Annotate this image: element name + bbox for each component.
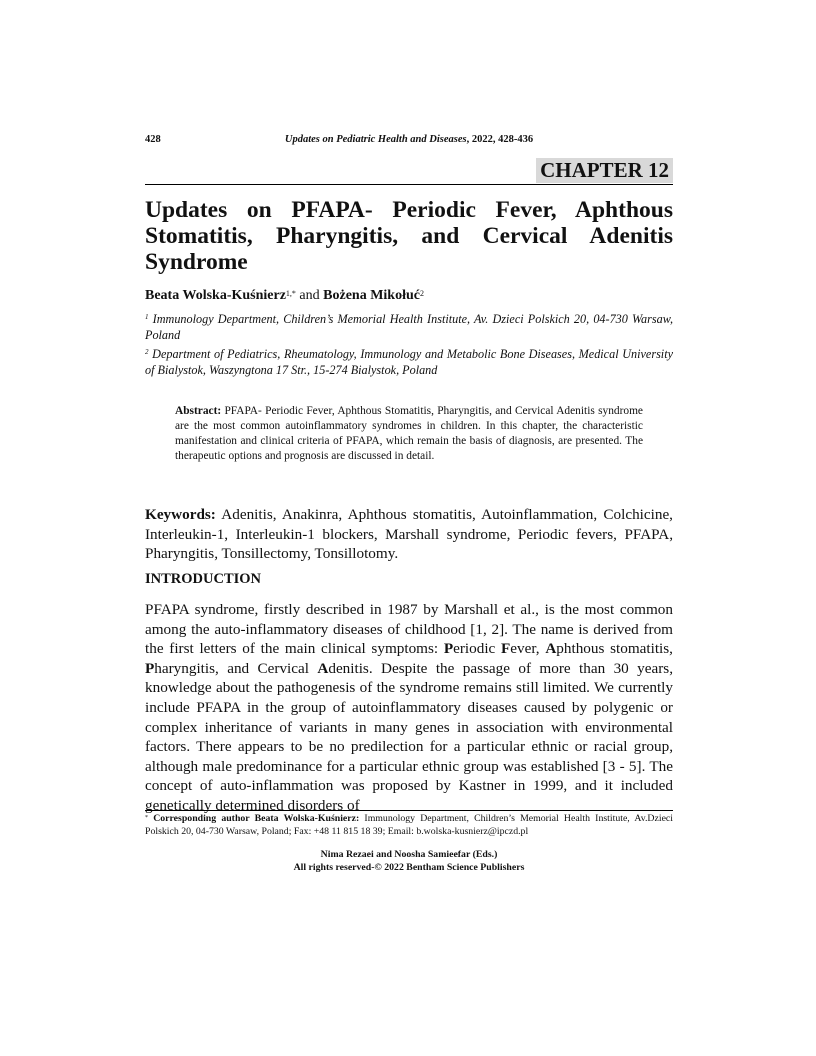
affiliation-1-sup: 1 bbox=[145, 313, 149, 321]
keywords-label: Keywords: bbox=[145, 506, 216, 523]
affiliation-1 bbox=[145, 311, 673, 343]
journal-title: Updates on Pediatric Health and Diseases bbox=[284, 134, 467, 145]
intro-word-fever: ever, bbox=[510, 640, 546, 658]
abstract-text: PFAPA- Periodic Fever, Aphthous Stomatitis, Pharyngitis, and Cervical Adenitis syndrome are the most common autoinflammatory syndromes in children. In this chapter, the characteristic manifestation and clinical criteria of PFAPA, which remain the basis of diagnosis, are presented. The therapeutic options and prognosis are discussed in detail. bbox=[175, 405, 643, 462]
author-1: Beata Wolska-Kuśnierz bbox=[145, 288, 286, 303]
intro-text-2: denitis. Despite the passage of more than 30 years, knowledge about the pathogenesis of the syndrome remains still limited. We currently include PFAPA in the group of autoinflammatory diseases caused by polygenic or complex inheritance of variants in many genes in association with environmental factors. There appears to be no predilection for a particular ethnic or racial group, although male predominance for a particular ethnic group was established [3 - 5]. The concept of auto-inflammation was proposed by Kastner in 1999, and it included genetically determined disorders of bbox=[145, 659, 673, 814]
footnote-label: Corresponding author Beata Wolska-Kuśnierz: bbox=[153, 813, 360, 824]
journal-citation bbox=[145, 134, 673, 145]
footnote-sup: * bbox=[145, 815, 148, 821]
intro-word-aphthous: phthous stomatitis, bbox=[556, 640, 673, 658]
affiliation-2-sup: 2 bbox=[145, 348, 149, 356]
affiliation-1-text: Immunology Department, Children’s Memorial Health Institute, Av. Dzieci Polskich 20, 04-730 Warsaw, Poland bbox=[145, 312, 674, 342]
imprint-rights: All rights reserved-© 2022 Bentham Science Publishers bbox=[293, 861, 525, 873]
section-heading-introduction: INTRODUCTION bbox=[145, 571, 262, 587]
chapter-label: CHAPTER 12 bbox=[536, 158, 673, 183]
abstract-label: Abstract: bbox=[175, 405, 222, 417]
journal-year-pages: , 2022, 428-436 bbox=[466, 134, 534, 145]
chapter-header bbox=[145, 158, 673, 185]
intro-letter-f: F bbox=[501, 640, 511, 658]
page-number: 428 bbox=[145, 134, 161, 145]
intro-word-pharyngitis: haryngitis, and Cervical bbox=[154, 659, 318, 677]
author-1-sup: 1,* bbox=[285, 289, 296, 298]
affiliation-2-text: Department of Pediatrics, Rheumatology, Immunology and Metabolic Bone Diseases, Medical University of Bialystok, Waszyngtona 17 Str., 15-274 Bialystok, Poland bbox=[145, 347, 673, 377]
keywords bbox=[145, 505, 673, 564]
author-line bbox=[145, 287, 424, 305]
author-conjunction: and bbox=[295, 288, 324, 303]
intro-text-1: PFAPA syndrome, firstly described in 1987 by Marshall et al., is the most common among the auto-inflammatory diseases of childhood [1, 2]. The name is derived from the first letters of the main clinical symptoms: bbox=[145, 601, 673, 658]
keywords-text: Adenitis, Anakinra, Aphthous stomatitis, Autoinflammation, Colchicine, Interleukin-1, Interleukin-1 blockers, Marshall syndrome, Periodic fevers, PFAPA, Pharyngitis, Tonsillectomy, Tonsillotomy. bbox=[145, 506, 673, 562]
author-2-sup: 2 bbox=[419, 289, 424, 298]
introduction-paragraph bbox=[145, 600, 673, 816]
footnote bbox=[145, 813, 673, 838]
publisher-imprint bbox=[145, 849, 673, 874]
imprint-editors: Nima Rezaei and Noosha Samieefar (Eds.) bbox=[320, 849, 498, 860]
affiliation-2 bbox=[145, 346, 673, 378]
abstract bbox=[175, 404, 643, 464]
intro-letter-a2: A bbox=[317, 659, 329, 677]
author-2: Bożena Mikołuć bbox=[323, 288, 420, 303]
intro-letter-p2: P bbox=[145, 659, 155, 677]
intro-letter-p: P bbox=[443, 640, 454, 658]
intro-word-periodic: eriodic bbox=[453, 640, 501, 658]
intro-letter-a: A bbox=[545, 640, 557, 658]
chapter-title: Updates on PFAPA- Periodic Fever, Aphthous Stomatitis, Pharyngitis, and Cervical Adenitis Syndrome bbox=[145, 197, 673, 275]
footnote-text: Immunology Department, Children’s Memorial Health Institute, Av.Dzieci Polskich 20, 04-730 Warsaw, Poland; Fax: +48 11 815 18 39; Email: b.wolska-kusnierz@ipczd.pl bbox=[145, 813, 673, 837]
footnote-divider bbox=[145, 810, 673, 811]
